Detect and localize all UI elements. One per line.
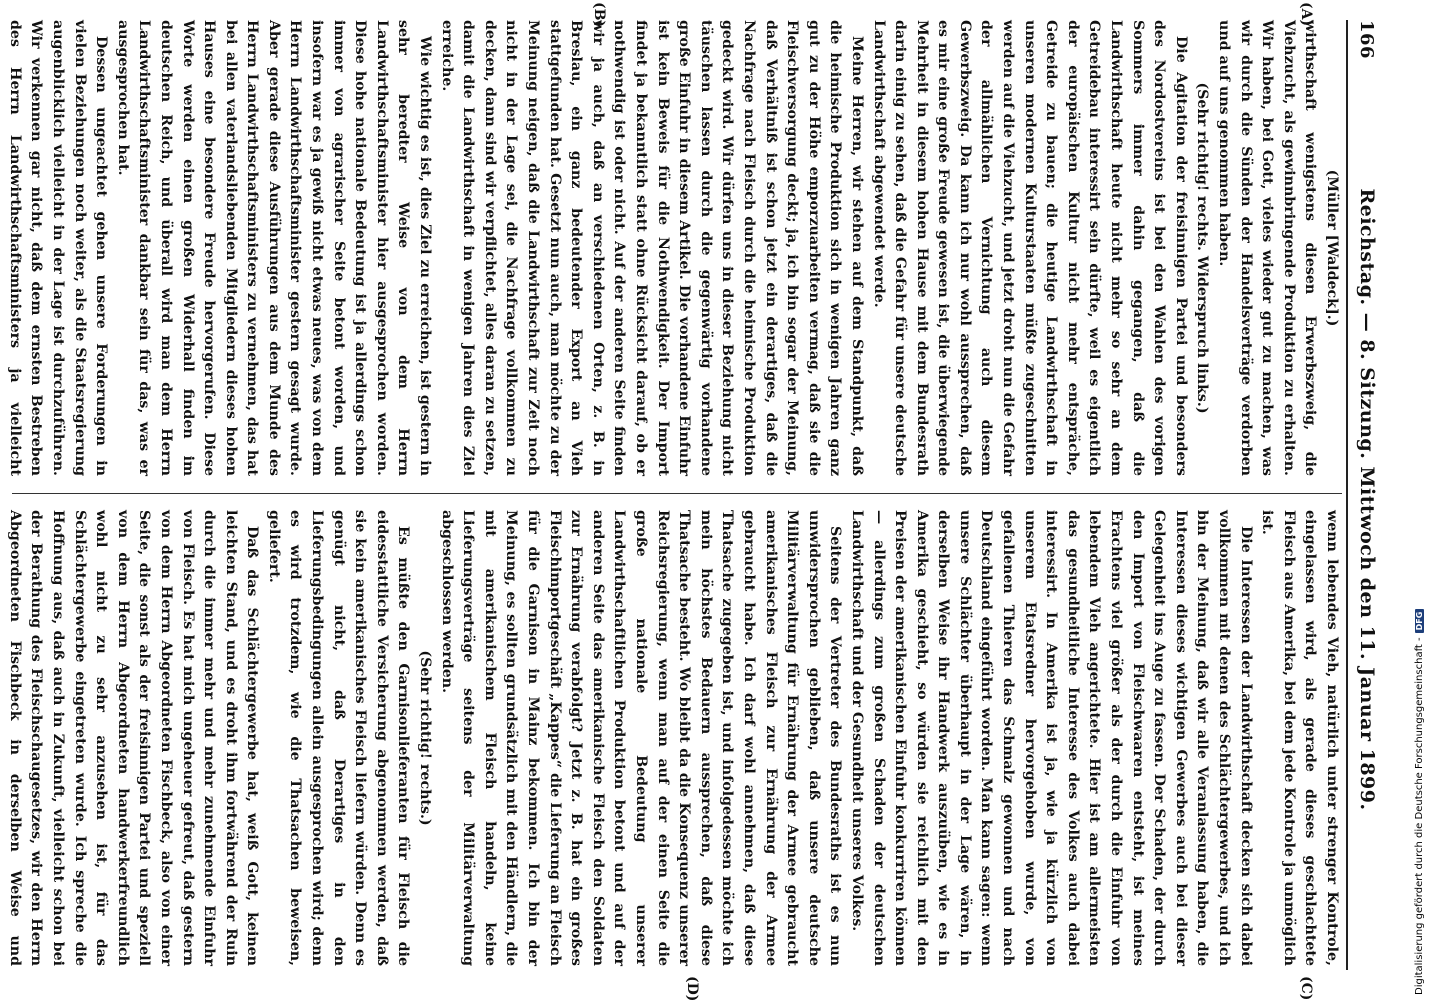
dfg-logo: DFG [1415,609,1424,634]
column-divider [12,493,1342,494]
speaker-label: (Müller [Waldeck].) [1324,169,1340,327]
interjection: (Sehr richtig! rechts. Widerspruch links.) [1194,82,1211,414]
paragraph: Die Agitation der freisinnigen Partei und besonders des Nordostvereins ist bei den Wahlen des vorigen Sommers immer dahin gegangen, daß die Landwirthschaft heute nicht mehr so sehr an dem Getreidebau interessirt sein dürfte, weil es eigentlich der europäischen Kultur nicht mehr entspräche, Getreide zu bauen; die heutige Landwirthschaft in unseren modernen Kulturstaaten müßte zugeschnitten werden auf die Viehzucht, und jetzt droht nun die Gefahr der allmählichen Vernichtung auch diesem Gewerbszweig. Da kann ich nur wohl aussprechen, daß es mir eine große Freude gewesen ist, die überwiegende Mehrheit in diesem hohen Hause mit dem Bundesrath darin einig zu sehen, daß die Gefahr für unsere deutsche Landwirthschaft abgewendet werde. [870,20,1189,476]
digitization-credit [1414,15,1425,995]
paragraph: Seitens der Vertreter des Bundesraths ist es nun unwidersprochen geblieben, daß unsere deutsche Militärverwaltung für Ernährung der Armee gebraucht amerikanisches Fleisch zur Ernährung der Armee gebraucht habe. Ich darf wohl annehmen, daß diese Thatsache zugegeben ist, und infolgedessen möchte ich mein höchstes Bedauern aussprechen, daß diese Thatsache besteht. Wo bleibt da die Konsequenz unserer Reichsregierung, wenn man auf der einen Seite die große nationale Bedeutung unserer Landwirthschaftlichen Produktion betont und auf der anderen Seite das amerikanische Fleisch den Soldaten zur Ernährung verabfolgt? Jetzt z. B. hat ein großes Fleischimportgeschäft „Kappes“ die Lieferung an Fleisch für die Garnison in Mainz bekommen. Ich bin der Meinung, es sollten grundsätzlich mit den Händlern, die mit amerikanischem Fleisch handeln, keine Lieferungsverträge seitens der Militärverwaltung abgeschlossen werden. [438,510,844,966]
left-column [6,20,1342,476]
header-rule [1346,20,1348,970]
paragraph: Daß das Schlächtergewerbe hat, weiß Gott, keinen leichten Stand, und es droht ihm fortwährend der Ruin durch die immer mehr und mehr zunehmende Einfuhr von Fleisch. Es hat mich ungeheuer gefreut, daß gestern von dem Herrn Abgeordneten Fischbeck, also von einer Seite, die sonst als der freisinnigen Partei und speziell von dem Herrn Abgeordneten handwerkerfreundlich wohl nicht zu sehr anzusehen ist, für das Schlächtergewerbe eingetreten wurde. Ich spreche die Hoffnung aus, daß auch in Zukunft, vielleicht schon bei der Berathung des Fleischschaugesetzes, wir den Herrn Abgeordneten Fischbeck in derselben Weise und [6,510,261,966]
page-header [1352,20,1382,970]
paragraph: Dessen ungeachtet gehen unsere Forderungen in vielen Beziehungen noch weiter, als die Staatsregierung augenblicklich vielleicht in der Lage ist durchzuführen. Wir verkennen gar nicht, daß dem ernsten Bestreben des Herrn Landwirthschaftsministers ja vielleicht [6,20,110,476]
paragraph: wenn lebendes Vieh, natürlich unter strenger Kontrole, eingelassen wird, als gerade dieses geschlachtete Fleisch aus Amerika, bei dem jede Kontrole ja unmöglich ist. [1259,510,1340,966]
margin-marker-b: (B) [591,2,607,28]
page-title: Reichstag. — 8. Sitzung. Mittwoch den 11. Januar 1899. [1356,188,1378,811]
interjection: (Sehr richtig! rechts.) [417,650,434,826]
margin-marker-d: (D) [684,976,700,1001]
paragraph: Meine Herren, wir stehen auf dem Standpunkt, daß die heimische Produktion sich in wenigen Jahren ganz gut zu der Höhe emporzuarbeiten vermag, daß sie die Fleischversorgung deckt; ja, ich bin sogar der Meinung, daß Verhältniß ist schon jetzt ein derartiges, daß die Nachfrage nach Fleisch durch die heimische Produktion gedeckt wird. Wir dürfen uns in dieser Beziehung nicht täuschen lassen durch die gegenwärtig vorhandene große Einfuhr in diesem Artikel. Die vorhandene Einfuhr ist kein Beweis für die Nothwendigkeit. Der Import findet ja bekanntlich statt ohne Rücksicht darauf, ob er nothwendig ist oder nicht. Auf der anderen Seite finden wir ja auch, daß an verschiedenen Orten, z. B. in Breslau, ein ganz bedeutender Export an Vieh stattgefunden hat. Gesetzt nun auch, man möchte zu der Meinung neigen, daß die Landwirthschaft zur Zeit noch nicht in der Lage sei, die Nachfrage vollkommen zu decken, dann sind wir verpflichtet, alles daran zu setzen, damit die Landwirthschaft in wenigen Jahren dies Ziel erreiche. [438,20,865,476]
rotated-newspaper-page [2,0,1402,1001]
paragraph: Wie wichtig es ist, dies Ziel zu erreichen, ist gestern in sehr beredter Weise von dem Herrn Landwirthschaftsminister hier ausgesprochen worden. Diese hohe nationale Bedeutung ist ja allerdings schon immer von agrarischer Seite betont worden, und insofern war es ja gewiß nicht etwas neues, was von dem Herrn Landwirthschaftsminister gestern gesagt wurde. Aber gerade diese Ausführungen aus dem Munde des Herrn Landwirthschaftsministers zu vernehmen, das hat bei allen vaterlandsliebenden Mitgliedern dieses hohen Hauses eine besondere Freude hervorgerufen. Diese Worte werden einen großen Widerhall finden im deutschen Reich, und überall wird man dem Herrn Landwirthschaftsminister dankbar sein für das, was er ausgesprochen hat. [114,20,434,476]
page-number: 166 [1356,20,1378,60]
paragraph: Die Interessen der Landwirthschaft decken sich dabei vollkommen mit denen des Schlächtergewerbes, und ich bin der Meinung, daß wir alle Veranlassung haben, die Interessen dieses wichtigen Gewerbes auch bei dieser Gelegenheit ins Auge zu fassen. Der Schaden, der durch den Import von Fleischwaaren entsteht, ist meines Erachtens viel größer als der durch die Einfuhr von lebendem Vieh angerichtete. Hier ist am allermeisten das gesundheitliche Interesse des Volkes auch dabei interessirt. In Amerika ist ja, wie ja kürzlich von unserem Etatsredner hervorgehoben wurde, von gefallenen Thieren das Schmalz gewonnen und nach Deutschland eingeführt worden. Man kann sagen: wenn unsere Schlächter überhaupt in der Lage wären, in derselben Weise ihr Handwerk auszuüben, wie es in Amerika geschieht, so würden sie reichlich mit den Preisen der amerikanischen Einfuhr konkurriren können — allerdings zum großen Schaden der deutschen Landwirthschaft und der Gesundheit unseres Volkes. [848,510,1254,966]
paragraph: Es müßte den Garnisonlieferanten für Fleisch die eidesstattliche Versicherung abgenommen werden, daß sie kein amerikanisches Fleisch liefern würden. Denn es genügt nicht, daß Derartiges in den Lieferungsbedingungen allein ausgesprochen wird; denn es wird trotzdem, wie die Thatsachen beweisen, geliefert. [265,510,412,966]
right-column [6,510,1342,966]
paragraph: wirthschaft wenigstens diesen Erwerbszweig, die Viehzucht, als gewinnbringende Produktion zu erhalten. Wir haben, bei Gott, vieles wieder gut zu machen, was wir durch die Sünden der Handelsverträge verdorben und auf uns genommen haben. [1216,20,1319,476]
credit-text: Digitalisierung gefördert durch die Deutsche Forschungsgemeinschaft - [1414,637,1425,995]
margin-marker-c: (C) [1298,976,1314,1001]
margin-marker-a: (A) [1298,2,1314,27]
